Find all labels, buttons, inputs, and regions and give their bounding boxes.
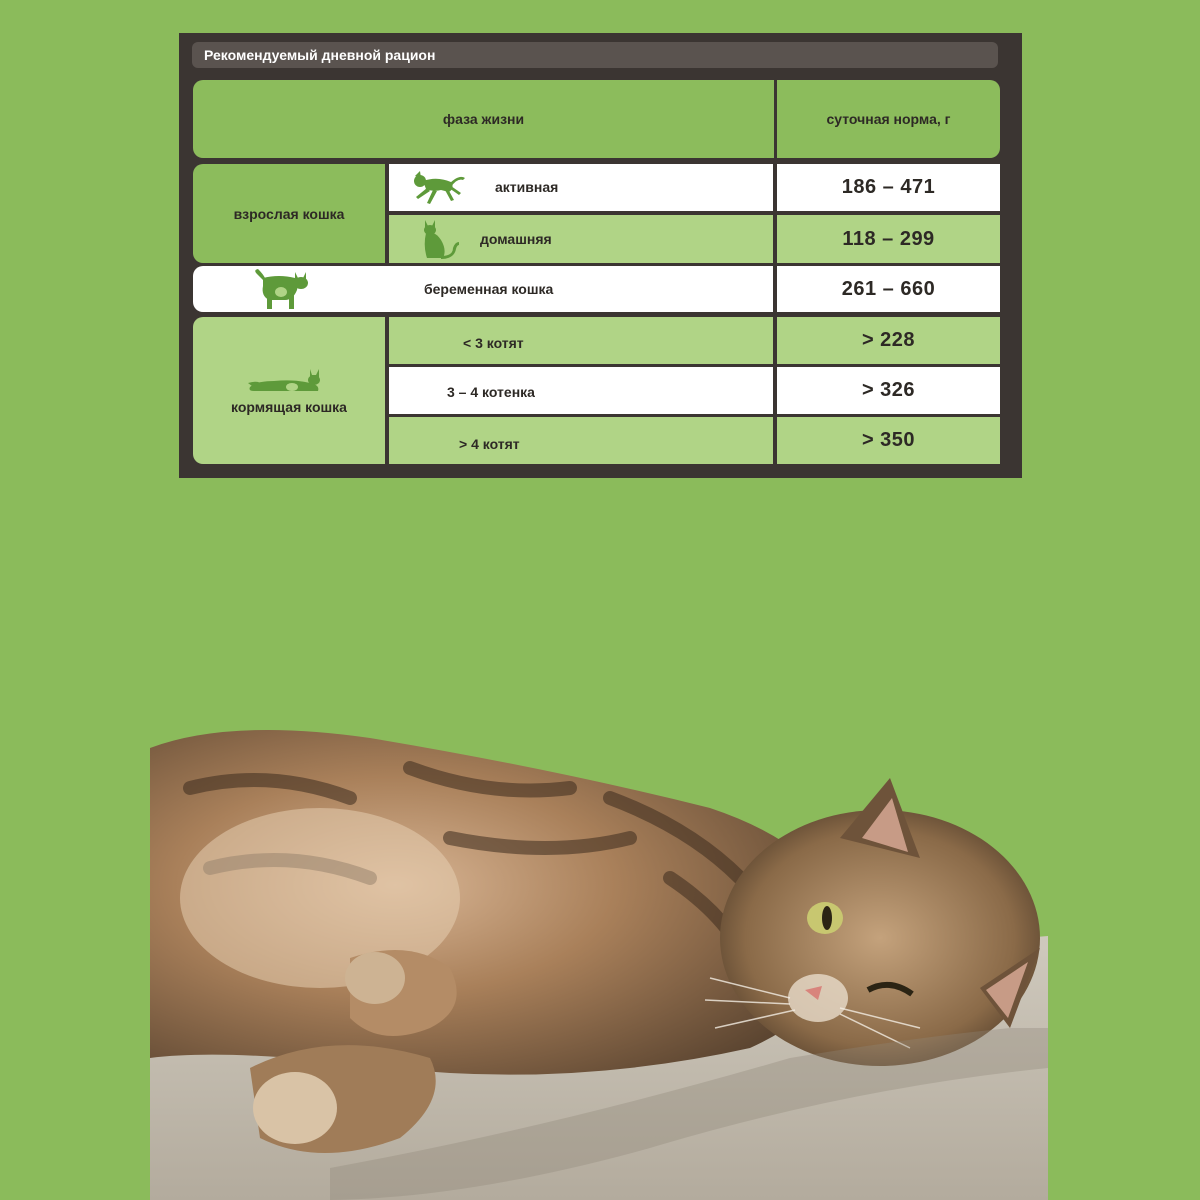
nursing-row-2	[389, 367, 773, 414]
nursing-row-3	[389, 417, 773, 464]
nursing-cat-icon	[248, 363, 330, 393]
nursing-row-3-label: > 4 котят	[459, 436, 520, 452]
adult-active-row	[389, 164, 773, 211]
feeding-table	[179, 33, 1022, 478]
home-label: домашняя	[480, 231, 552, 247]
adult-cat-label: взрослая кошка	[193, 164, 385, 263]
pregnant-cat-icon	[255, 268, 315, 310]
pregnant-label: беременная кошка	[424, 281, 554, 297]
sitting-cat-icon	[419, 218, 459, 260]
pregnant-value: 261 – 660	[777, 266, 1000, 312]
pregnant-row	[193, 266, 773, 312]
home-value: 118 – 299	[777, 215, 1000, 263]
nursing-cat-label	[193, 317, 385, 464]
table-title: Рекомендуемый дневной рацион	[192, 42, 998, 68]
nursing-row-1-label: < 3 котят	[463, 335, 524, 351]
lying-cat-photo	[150, 728, 1048, 1200]
nursing-row-2-value: > 326	[777, 367, 1000, 414]
active-value: 186 – 471	[777, 164, 1000, 211]
adult-home-row	[389, 215, 773, 263]
nursing-row-1-value: > 228	[777, 317, 1000, 364]
nursing-row-1	[389, 317, 773, 364]
active-label: активная	[495, 179, 559, 195]
running-cat-icon	[411, 170, 467, 206]
header-norm: суточная норма, г	[777, 80, 1000, 158]
cat-illustration	[150, 728, 1048, 1200]
nursing-label: кормящая кошка	[231, 398, 347, 415]
header-phase: фаза жизни	[193, 80, 774, 158]
nursing-row-3-value: > 350	[777, 417, 1000, 464]
nursing-row-2-label: 3 – 4 котенка	[447, 384, 535, 400]
